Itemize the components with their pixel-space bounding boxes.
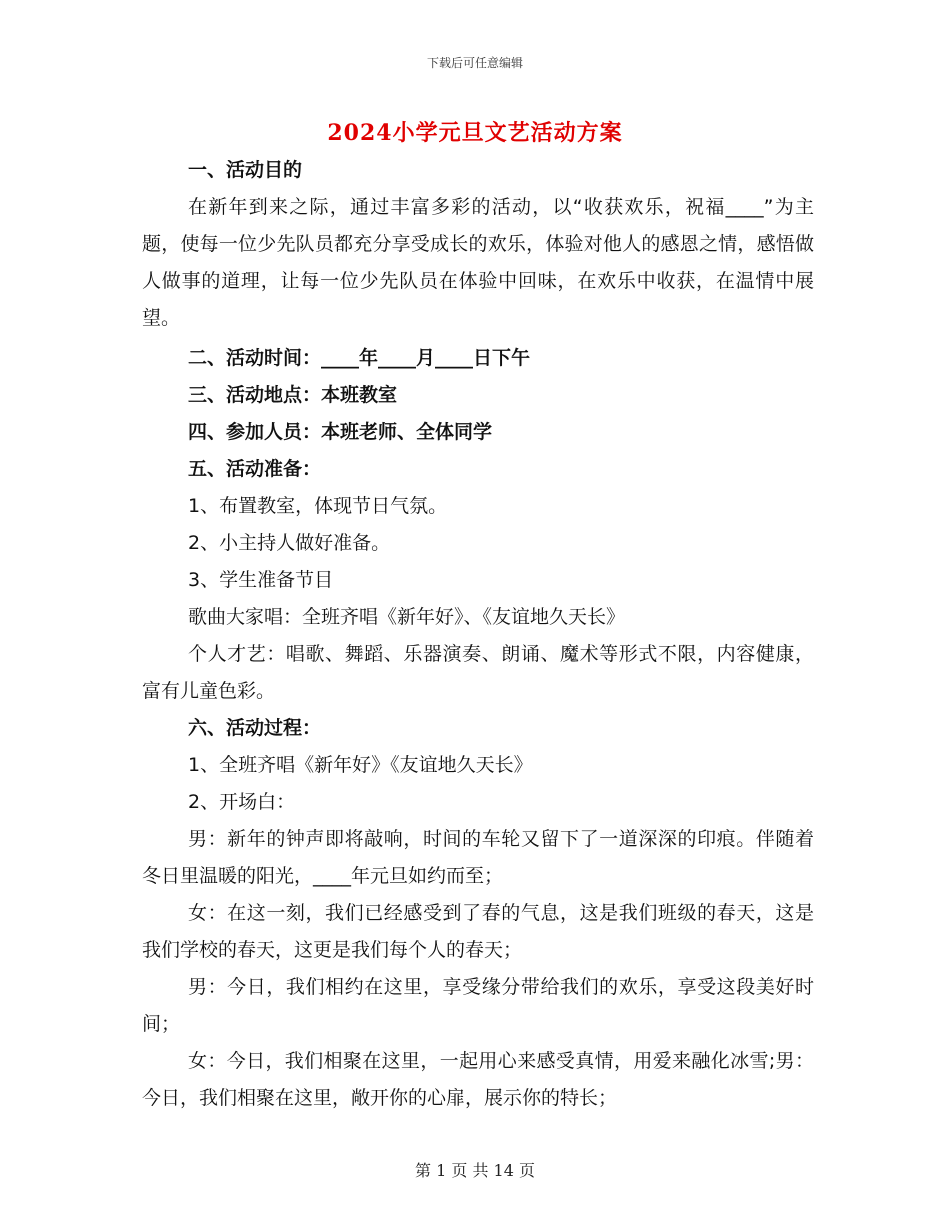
document-body bbox=[142, 152, 814, 1117]
section-heading-preparation: 五、活动准备： bbox=[188, 458, 322, 480]
list-item-process-2: 2、开场白： bbox=[188, 791, 296, 813]
dialogue-line-1: 男：新年的钟声即将敲响，时间的车轮又留下了一道深深的印痕。伴随着冬日里温暖的阳光，____年元旦如约而至； bbox=[142, 828, 814, 887]
list-item-prep-2: 2、小主持人做好准备。 bbox=[188, 532, 391, 554]
page-number: 第 1 页 共 14 页 bbox=[415, 1161, 535, 1180]
section-heading-purpose: 一、活动目的 bbox=[188, 159, 303, 181]
paragraph-talent: 个人才艺：唱歌、舞蹈、乐器演奏、朗诵、魔术等形式不限，内容健康，富有儿童色彩。 bbox=[142, 643, 814, 702]
document-title: 2024小学元旦文艺活动方案 bbox=[327, 120, 623, 146]
dialogue-line-2: 女：在这一刻，我们已经感受到了春的气息，这是我们班级的春天，这是我们学校的春天，这更是我们每个人的春天； bbox=[142, 902, 814, 961]
dialogue-line-3: 男：今日，我们相约在这里，享受缘分带给我们的欢乐，享受这段美好时间； bbox=[142, 976, 814, 1035]
dialogue-line-4: 女：今日，我们相聚在这里，一起用心来感受真情，用爱来融化冰雪;男：今日，我们相聚在这里，敞开你的心扉，展示你的特长； bbox=[142, 1050, 814, 1109]
section-heading-location: 三、活动地点：本班教室 bbox=[188, 384, 398, 406]
page-header-note: 下载后可任意编辑 bbox=[426, 56, 523, 70]
section-heading-process: 六、活动过程： bbox=[188, 717, 322, 739]
paragraph-purpose: 在新年到来之际，通过丰富多彩的活动，以“收获欢乐，祝福____”为主题，使每一位少先队员都充分享受成长的欢乐，体验对他人的感恩之情，感悟做人做事的道理，让每一位少先队员在体验中回味，在欢乐中收获，在温情中展望。 bbox=[142, 196, 814, 329]
list-item-process-1: 1、全班齐唱《新年好》《友谊地久天长》 bbox=[188, 754, 533, 776]
list-item-prep-1: 1、布置教室，体现节日气氛。 bbox=[188, 495, 448, 517]
list-item-prep-3: 3、学生准备节目 bbox=[188, 569, 334, 591]
section-heading-participants: 四、参加人员：本班老师、全体同学 bbox=[188, 421, 493, 443]
paragraph-songs: 歌曲大家唱：全班齐唱《新年好》、《友谊地久天长》 bbox=[188, 606, 626, 628]
section-heading-time: 二、活动时间：____年____月____日下午 bbox=[188, 347, 531, 369]
